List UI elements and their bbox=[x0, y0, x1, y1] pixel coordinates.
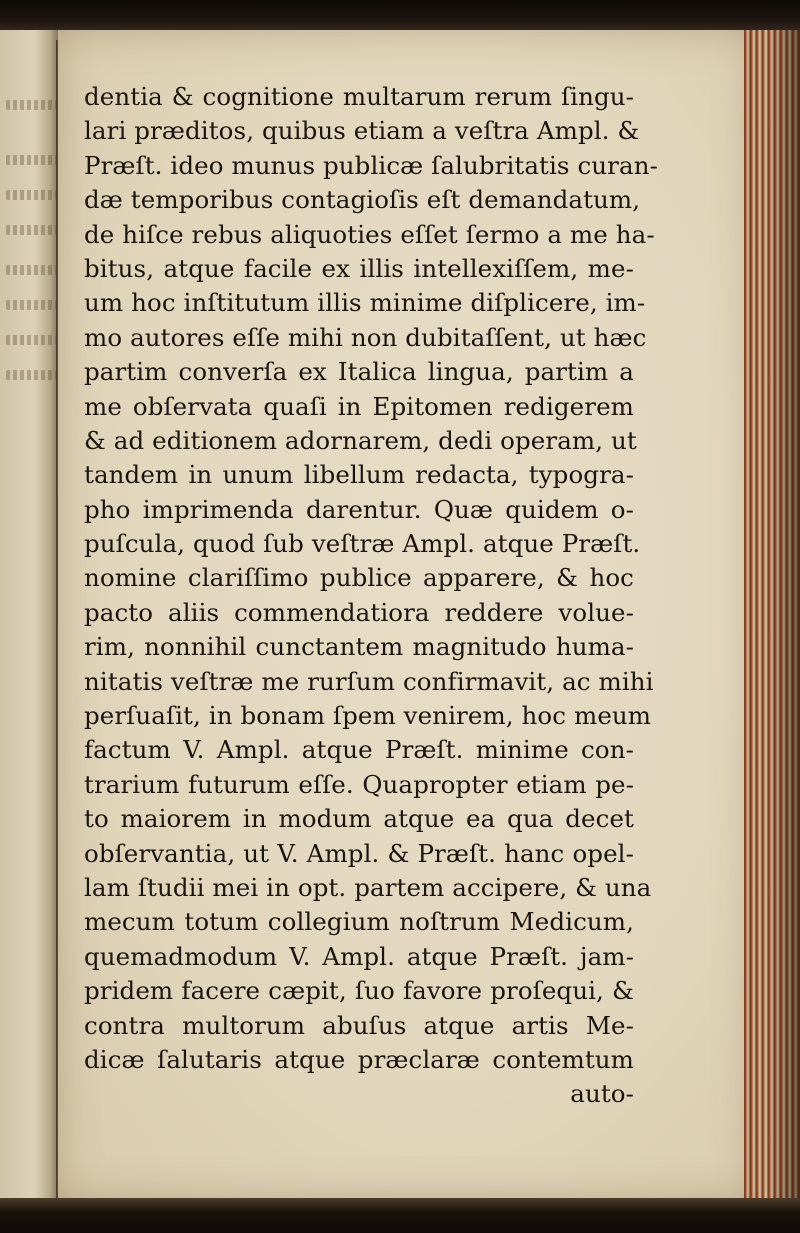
text-line: lam ſtudii mei in opt. partem accipere, & una bbox=[84, 872, 652, 902]
text-line: puſcula, quod ſub veſtræ Ampl. atque Præſt. bbox=[84, 529, 641, 559]
text-line: lari præditos, quibus etiam a veſtra Ampl. & bbox=[84, 116, 640, 146]
bleed-through-mark bbox=[6, 155, 56, 165]
text-line: nomine clariſſimo publice apparere, & hoc bbox=[84, 563, 634, 593]
text-line: de hiſce rebus aliquoties eſſet ſermo a me ha- bbox=[84, 219, 655, 249]
text-line: factum V. Ampl. atque Præſt. minime con- bbox=[84, 735, 634, 765]
text-line: partim converſa ex Italica lingua, partim a bbox=[84, 357, 634, 387]
facing-page-edge bbox=[0, 30, 62, 1200]
text-line: Præſt. ideo munus publicæ ſalubritatis curan- bbox=[84, 150, 658, 180]
text-line: pacto aliis commendatiora reddere volue- bbox=[84, 597, 634, 627]
text-line: perſuaſit, in bonam ſpem venirem, hoc meum bbox=[84, 701, 652, 731]
scan-bottom-border bbox=[0, 1198, 800, 1233]
text-line: mo autores eſſe mihi non dubitaſſent, ut hæc bbox=[84, 322, 647, 352]
text-line: pho imprimenda darentur. Quæ quidem o- bbox=[84, 494, 634, 524]
text-line: dicæ ſalutaris atque præclaræ contemtum bbox=[84, 1044, 634, 1074]
text-line: me obſervata quaſi in Epitomen redigerem bbox=[84, 391, 634, 421]
page-text-block bbox=[84, 80, 658, 1112]
bleed-through-mark bbox=[6, 370, 56, 380]
text-line: nitatis veſtræ me rurſum confirmavit, ac mihi bbox=[84, 666, 654, 696]
text-line: contra multorum abuſus atque artis Me- bbox=[84, 1010, 634, 1040]
bleed-through-mark bbox=[6, 225, 56, 235]
bleed-through-mark bbox=[6, 265, 56, 275]
bleed-through-mark bbox=[6, 100, 56, 110]
text-line: bitus, atque facile ex illis intellexiſſem, me- bbox=[84, 253, 634, 283]
text-line: quemadmodum V. Ampl. atque Præſt. jam- bbox=[84, 941, 634, 971]
text-line: dentia & cognitione multarum rerum ſingu- bbox=[84, 82, 634, 111]
text-line: mecum totum collegium noſtrum Medicum, bbox=[84, 907, 634, 937]
text-line: rim, nonnihil cunctantem magnitudo huma- bbox=[84, 632, 634, 662]
text-line: um hoc inſtitutum illis minime diſplicere, im- bbox=[84, 288, 646, 318]
scan-top-border bbox=[0, 0, 800, 34]
text-line: tandem in unum libellum redacta, typogra- bbox=[84, 460, 634, 490]
text-line: to maiorem in modum atque ea qua decet bbox=[84, 804, 634, 834]
text-line: trarium futurum eſſe. Quapropter etiam pe- bbox=[84, 769, 634, 799]
bleed-through-mark bbox=[6, 300, 56, 310]
text-line: & ad editionem adornarem, dedi operam, ut bbox=[84, 425, 637, 455]
page-stack-shadow bbox=[744, 30, 800, 1210]
bleed-through-mark bbox=[6, 190, 56, 200]
catchword: auto- bbox=[570, 1079, 634, 1109]
bleed-through-mark bbox=[6, 335, 56, 345]
text-line: pridem facere cæpit, ſuo favore proſequi, & bbox=[84, 976, 634, 1006]
text-line: dæ temporibus contagioſis eſt demandatum, bbox=[84, 185, 641, 215]
text-line: obſervantia, ut V. Ampl. & Præſt. hanc opel- bbox=[84, 838, 634, 868]
